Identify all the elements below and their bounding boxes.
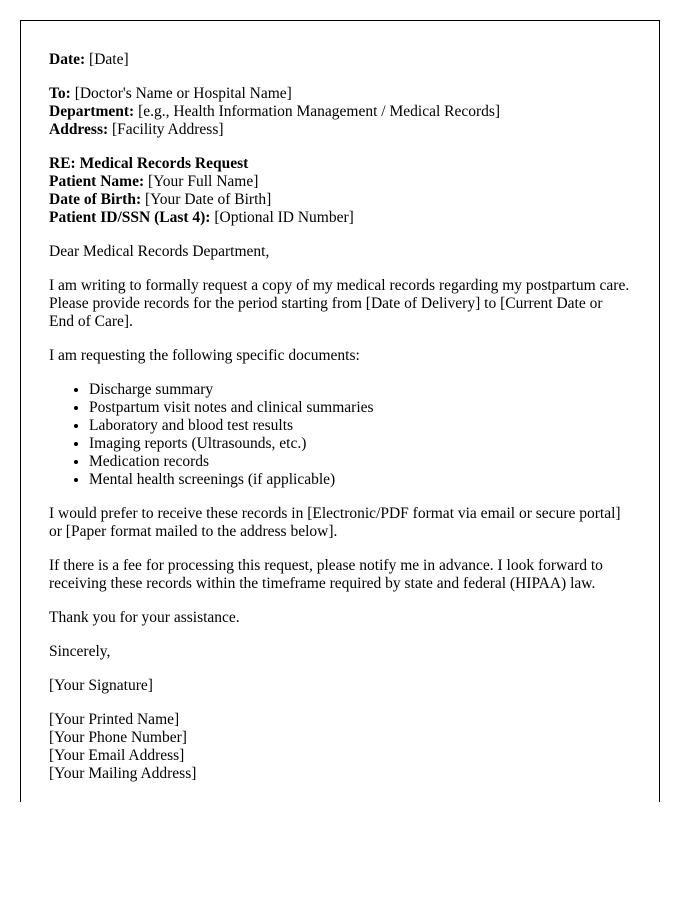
subject-block — [49, 155, 631, 227]
date-label: Date: — [49, 51, 86, 68]
paragraph-fee: If there is a fee for processing this request, please notify me in advance. I look forward to receiving these records within the timeframe required by state and federal (HIPAA) law. — [49, 557, 603, 592]
list-item: • Medication records — [89, 453, 631, 471]
sender-mailing-address: [Your Mailing Address] — [49, 765, 197, 782]
documents-list — [49, 381, 631, 489]
letter-page — [20, 20, 660, 802]
department-label: Department: — [49, 103, 135, 120]
patient-name-line — [49, 173, 631, 191]
patient-id-label: Patient ID/SSN (Last 4): — [49, 209, 211, 226]
list-item: • Laboratory and blood test results — [89, 417, 631, 435]
patient-name-value: [Your Full Name] — [144, 173, 259, 190]
to-value: [Doctor's Name or Hospital Name] — [70, 85, 292, 102]
date-line — [49, 51, 631, 69]
recipient-block — [49, 85, 631, 139]
sender-phone: [Your Phone Number] — [49, 729, 187, 746]
dob-line — [49, 191, 631, 209]
address-value: [Facility Address] — [108, 121, 224, 138]
address-label: Address: — [49, 121, 109, 138]
dob-value: [Your Date of Birth] — [141, 191, 272, 208]
sender-block — [49, 711, 631, 783]
recipient-department — [49, 103, 631, 121]
department-value: [e.g., Health Information Management / Medical Records] — [134, 103, 501, 120]
salutation: Dear Medical Records Department, — [49, 243, 270, 260]
patient-id-line — [49, 209, 631, 227]
recipient-to — [49, 85, 631, 103]
list-item: • Imaging reports (Ultrasounds, etc.) — [89, 435, 631, 453]
list-item: • Postpartum visit notes and clinical summaries — [89, 399, 631, 417]
recipient-address — [49, 121, 631, 139]
sender-name: [Your Printed Name] — [49, 711, 180, 728]
subject-line: RE: Medical Records Request — [49, 155, 249, 172]
signature-placeholder: [Your Signature] — [49, 677, 153, 694]
patient-id-value: [Optional ID Number] — [210, 209, 354, 226]
dob-label: Date of Birth: — [49, 191, 142, 208]
list-item: • Mental health screenings (if applicable) — [89, 471, 631, 489]
thanks-line: Thank you for your assistance. — [49, 609, 240, 626]
to-label: To: — [49, 85, 71, 102]
date-value: [Date] — [85, 51, 129, 68]
paragraph-documents-intro: I am requesting the following specific documents: — [49, 347, 360, 364]
closing: Sincerely, — [49, 643, 111, 660]
list-item: • Discharge summary — [89, 381, 631, 399]
patient-name-label: Patient Name: — [49, 173, 145, 190]
sender-email: [Your Email Address] — [49, 747, 185, 764]
paragraph-format: I would prefer to receive these records in [Electronic/PDF format via email or secure portal] or [Paper format mailed to the address below]. — [49, 505, 621, 540]
paragraph-request: I am writing to formally request a copy of my medical records regarding my postpartum care. Please provide records for the period starting from [Date of Delivery] to [Current Date or End of Care]. — [49, 277, 630, 330]
